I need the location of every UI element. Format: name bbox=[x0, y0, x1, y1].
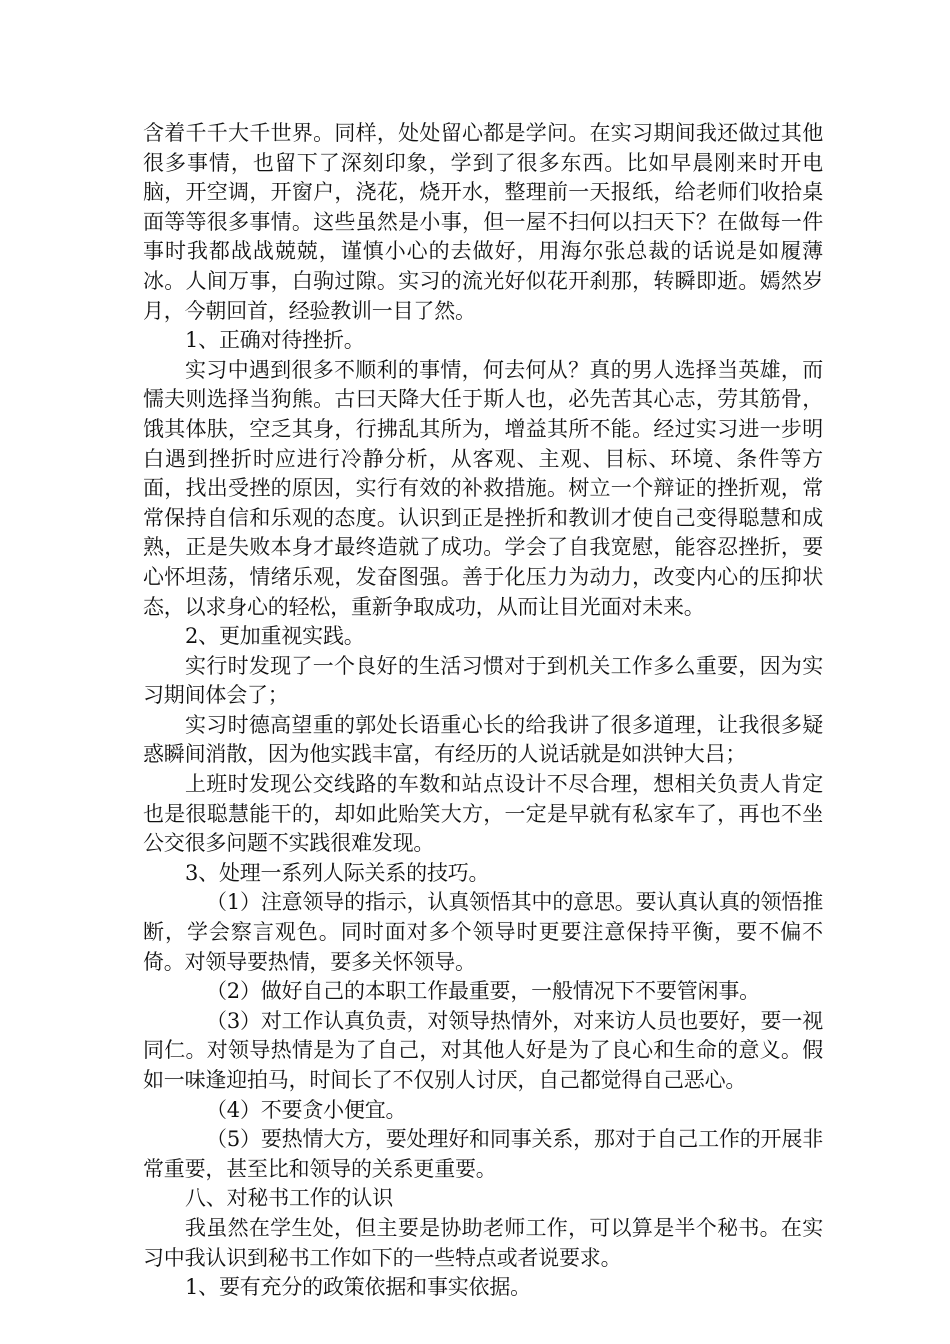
section-heading-8: 八、对秘书工作的认识 bbox=[185, 1186, 393, 1211]
list-item-3: （3）对工作认真负责，对领导热情外，对来访人员也要好，要一视同仁。对领导热情是为了自己，对其他人好是为了良心和生命的意义。假如一味逢迎拍马，时间长了不仅别人讨厌，自己都觉得自己恶心。 bbox=[143, 1008, 823, 1092]
list-item-5: （5）要热情大方，要处理好和同事关系，那对于自己工作的开展非常重要，甚至比和领导的关系更重要。 bbox=[143, 1127, 823, 1181]
paragraph-practice-bus: 上班时发现公交线路的车数和站点设计不尽合理，想相关负责人肯定也是很聪慧能干的，却如此贻笑大方，一定是早就有私家车了，再也不坐公交很多问题不实践很难发现。 bbox=[143, 772, 823, 856]
list-item-1: （1）注意领导的指示，认真领悟其中的意思。要认真认真的领悟推断，学会察言观色。同时面对多个领导时更要注意保持平衡，要不偏不倚。对领导要热情，要多关怀领导。 bbox=[143, 890, 823, 974]
paragraph-secretary: 我虽然在学生处，但主要是协助老师工作，可以算是半个秘书。在实习中我认识到秘书工作如下的一些特点或者说要求。 bbox=[143, 1215, 823, 1270]
heading-2-practice: 2、更加重视实践。 bbox=[185, 624, 365, 649]
paragraph-opening: 含着千千大千世界。同样，处处留心都是学问。在实习期间我还做过其他很多事情，也留下了深刻印象，学到了很多东西。比如早晨刚来时开电脑，开空调，开窗户，浇花，烧开水，整理前一天报纸，给老师们收拾桌面等等很多事情。这些虽然是小事，但一屋不扫何以扫天下？在做每一件事时我都战战兢兢，谨慎小心的去做好，用海尔张总裁的话说是如履薄冰。人间万事，白驹过隙。实习的流光好似花开刹那，转瞬即逝。嫣然岁月，今朝回首，经验教训一目了然。 bbox=[143, 121, 823, 323]
list-item-2: （2）做好自己的本职工作最重要，一般情况下不要管闲事。 bbox=[206, 979, 760, 1004]
heading-1-frustration: 1、正确对待挫折。 bbox=[185, 328, 365, 353]
document-body bbox=[143, 119, 823, 1303]
paragraph-practice-habit: 实行时发现了一个良好的生活习惯对于到机关工作多么重要，因为实习期间体会了； bbox=[143, 653, 823, 708]
list-item-4: （4）不要贪小便宜。 bbox=[206, 1097, 407, 1122]
heading-3-relationships: 3、处理一系列人际关系的技巧。 bbox=[185, 860, 490, 885]
paragraph-frustration: 实习中遇到很多不顺利的事情，何去何从？真的男人选择当英雄，而懦夫则选择当狗熊。古曰天降大任于斯人也，必先苦其心志，劳其筋骨，饿其体肤，空乏其身，行拂乱其所为，增益其所不能。经过实习进一步明白遇到挫折时应进行冷静分析，从客观、主观、目标、环境、条件等方面，找出受挫的原因，实行有效的补救措施。树立一个辩证的挫折观，常常保持自信和乐观的态度。认识到正是挫折和教训才使自己变得聪慧和成熟，正是失败本身才最终造就了成功。学会了自我宽慰，能容忍挫折，要心怀坦荡，情绪乐观，发奋图强。善于化压力为动力，改变内心的压抑状态，以求身心的轻松，重新争取成功，从而让目光面对未来。 bbox=[143, 357, 823, 619]
paragraph-practice-guidance: 实习时德高望重的郭处长语重心长的给我讲了很多道理，让我很多疑惑瞬间消散，因为他实践丰富，有经历的人说话就是如洪钟大吕； bbox=[143, 712, 823, 767]
heading-1-policy-basis: 1、要有充分的政策依据和事实依据。 bbox=[185, 1275, 531, 1300]
